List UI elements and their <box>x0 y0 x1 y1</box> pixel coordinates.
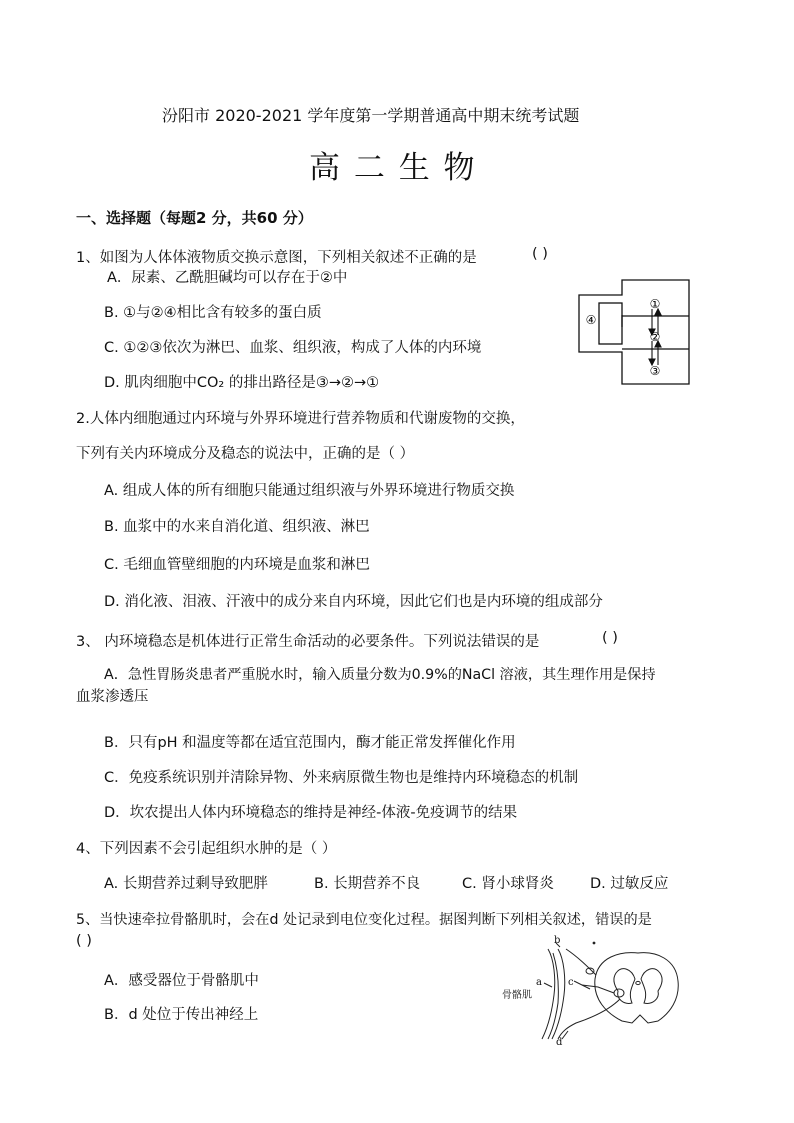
q3-option-c: C．免疫系统识别并清除异物、外来病原微生物也是维持内环境稳态的机制 <box>104 770 579 786</box>
q2-option-b: B. 血浆中的水来自消化道、组织液、淋巴 <box>104 519 370 535</box>
q1-option-c: C. ①②③依次为淋巴、血浆、组织液，构成了人体的内环境 <box>104 340 482 356</box>
q5-stem-line2: ( ) <box>76 933 92 949</box>
q4-option-c: C. 肾小球肾炎 <box>462 876 554 892</box>
q5-figure-label-b: b <box>554 935 561 946</box>
q1-option-b: B. ①与②④相比含有较多的蛋白质 <box>104 305 322 321</box>
q5-stem-line1: 5、当快速牵拉骨骼肌时，会在d 处记录到电位变化过程。据图判断下列相关叙述，错误的是 <box>76 912 652 928</box>
subject-title: 高 二 生 物 <box>309 150 477 186</box>
q5-figure-label-muscle: 骨骼肌 <box>502 990 532 1001</box>
q1-answer-paren: ( ) <box>532 246 548 262</box>
q1-body-fluid-diagram <box>578 279 690 387</box>
q4-option-b: B. 长期营养不良 <box>314 876 421 892</box>
q3-option-a-line2: 血浆渗透压 <box>76 689 149 705</box>
q1-figure-label-3: ③ <box>649 364 661 378</box>
q2-option-d: D. 消化液、泪液、汗液中的成分来自内环境，因此它们也是内环境的组成部分 <box>104 594 603 610</box>
q5-option-b: B．d 处位于传出神经上 <box>104 1007 259 1023</box>
q1-option-d: D. 肌肉细胞中CO₂ 的排出路径是③→②→① <box>104 375 380 391</box>
q5-figure-label-c: c <box>568 977 574 988</box>
q5-figure-label-a: a <box>536 977 542 988</box>
q1-figure-label-4: ④ <box>585 313 597 327</box>
q3-stem: 3、 内环境稳态是机体进行正常生命活动的必要条件。下列说法错误的是 <box>76 634 540 650</box>
q3-option-a-line1: A．急性胃肠炎患者严重脱水时，输入质量分数为0.9%的NaCl 溶液，其生理作用是保持 <box>104 667 656 683</box>
q2-stem-line1: 2.人体内细胞通过内环境与外界环境进行营养物质和代谢废物的交换， <box>76 411 525 427</box>
q1-figure-label-1: ① <box>649 297 661 311</box>
q1-figure-label-2: ② <box>649 330 661 344</box>
q3-option-b: B．只有pH 和温度等都在适宜范围内，酶才能正常发挥催化作用 <box>104 735 516 751</box>
q2-option-a: A. 组成人体的所有细胞只能通过组织液与外界环境进行物质交换 <box>104 483 515 499</box>
q2-stem-line2: 下列有关内环境成分及稳态的说法中，正确的是（ ） <box>76 446 415 462</box>
q4-option-a: A. 长期营养过剩导致肥胖 <box>104 876 268 892</box>
q3-option-d: D．坎农提出人体内环境稳态的维持是神经-体液-免疫调节的结果 <box>104 805 518 821</box>
q3-answer-paren: ( ) <box>602 630 618 646</box>
section-heading: 一、选择题（每题2 分，共60 分） <box>76 209 313 227</box>
q4-stem: 4、下列因素不会引起组织水肿的是（ ） <box>76 841 337 857</box>
q1-option-a: A．尿素、乙酰胆碱均可以存在于②中 <box>107 270 348 286</box>
q5-option-a: A．感受器位于骨骼肌中 <box>104 973 259 989</box>
q5-reflex-arc-diagram <box>498 935 698 1047</box>
q4-option-d: D. 过敏反应 <box>590 876 669 892</box>
exam-title: 汾阳市 2020-2021 学年度第一学期普通高中期末统考试题 <box>162 106 580 125</box>
q5-figure-label-d: d <box>556 1037 563 1047</box>
q1-stem: 1、如图为人体体液物质交换示意图，下列相关叙述不正确的是 <box>76 250 477 266</box>
q2-option-c: C. 毛细血管壁细胞的内环境是血浆和淋巴 <box>104 557 370 573</box>
